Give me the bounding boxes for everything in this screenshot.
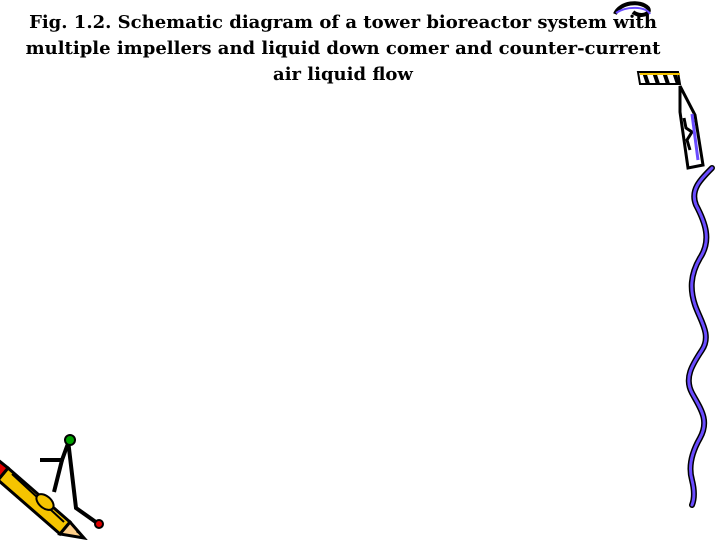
decor-bottom-left <box>0 430 115 540</box>
decor-top-right <box>600 0 720 510</box>
pencil-compass-icon <box>0 430 115 540</box>
slide-title: Fig. 1.2. Schematic diagram of a tower bioreactor system with multiple impellers and liquid down comer and counter-current air liquid flow <box>25 12 661 85</box>
pencil-stripes-icon <box>638 72 680 84</box>
wavy-line-pencil-icon <box>600 0 720 510</box>
